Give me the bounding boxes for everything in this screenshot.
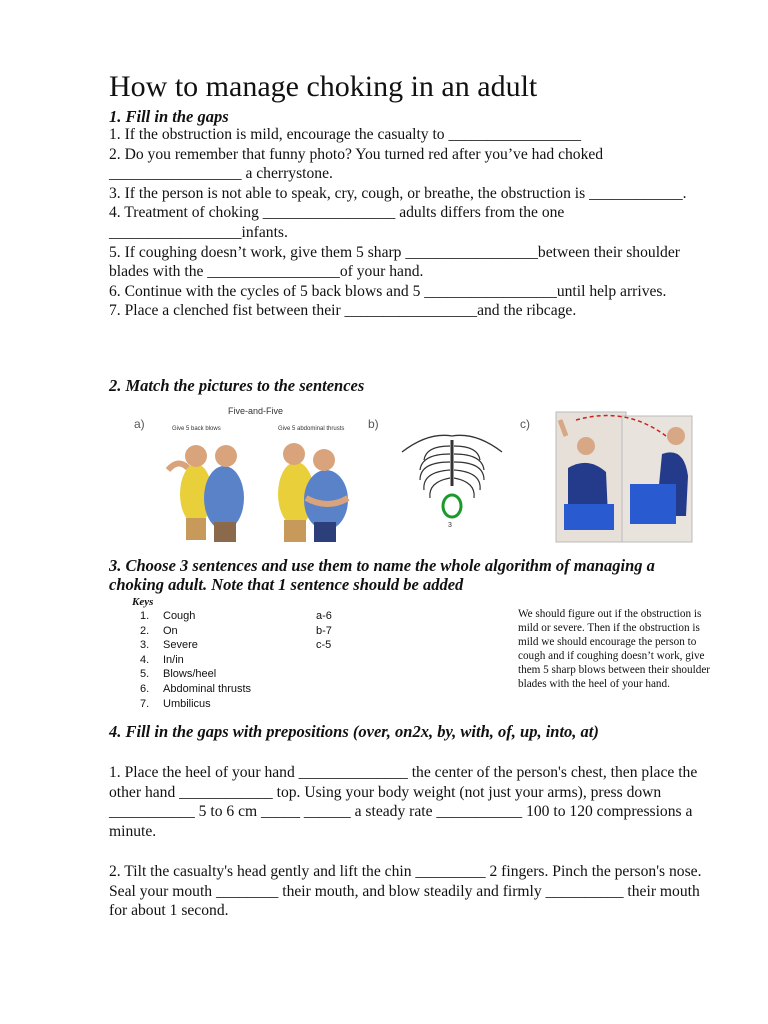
answer-item: b-7 — [316, 624, 332, 637]
picture-b-letter: b) — [368, 417, 379, 431]
answer-item: a-6 — [316, 610, 332, 622]
picture-c-back-blows-photo — [516, 406, 712, 548]
section4-paragraph-1: 1. Place the heel of your hand ______________ the center of the person's chest, then place the other hand ____________ top. Using your body weight (not just your arms), press down ___________ 5 to 6 cm _____ ______ a steady rate ___________ 100 to 120 compressions a minute. — [109, 764, 698, 840]
key-item: 5. Blows/heel — [140, 668, 217, 681]
question-3: 3. If the person is not able to speak, cry, cough, or breathe, the obstruction is ____________. — [109, 184, 687, 202]
picture-c-letter: c) — [520, 417, 530, 431]
keys-list — [140, 609, 251, 711]
caption-back-blows: Give 5 back blows — [172, 426, 221, 432]
key-item: 4. In/in — [140, 653, 184, 666]
keys-title: Keys — [132, 596, 154, 608]
section2-heading: 2. Match the pictures to the sentences — [109, 376, 365, 395]
question-5: 5. If coughing doesn’t work, give them 5 sharp _________________between their shoulder blades with the _________________of your hand. — [109, 243, 680, 281]
picture-a-title: Five-and-Five — [228, 406, 284, 416]
question-2: 2. Do you remember that funny photo? You turned red after you’ve had choked _________________ a cherrystone. — [109, 145, 604, 183]
caption-abdominal-thrusts: Give 5 abdominal thrusts — [278, 426, 345, 432]
question-4: 4. Treatment of choking _________________ adults differs from the one _________________infants. — [109, 204, 565, 241]
picture-a-five-and-five — [128, 398, 380, 548]
algorithm-answer-note: We should figure out if the obstruction is mild or severe. Then if the obstruction is mild we should encourage the person to cough and if coughing doesn’t work, give them 5 sharp blows between their shoulder blades with the heel of your hand. — [518, 608, 711, 691]
section4-heading: 4. Fill in the gaps with prepositions (over, on2x, by, with, of, up, into, at) — [109, 722, 599, 741]
back-blows-photo — [516, 406, 712, 548]
key-item: 2. On — [140, 624, 178, 637]
ribcage-illustration — [362, 406, 512, 530]
key-item: 3. Severe — [140, 639, 198, 652]
answer-item: c-5 — [316, 639, 332, 652]
picture-a-letter: a) — [134, 417, 145, 431]
key-item: 1. Cough — [140, 610, 196, 622]
picture-answers — [316, 609, 332, 653]
picture-b-ribcage — [362, 406, 512, 530]
section4-paragraph-2: 2. Tilt the casualty's head gently and lift the chin _________ 2 fingers. Pinch the person's nose. Seal your mouth ________ their mouth, and blow steadily and firmly __________ their mouth for about 1 second. — [109, 863, 702, 920]
picture-b-marker: 3 — [448, 522, 452, 529]
question-6: 6. Continue with the cycles of 5 back blows and 5 _________________until help arrives. — [109, 282, 667, 300]
question-1: 1. If the obstruction is mild, encourage the casualty to _________________ — [109, 126, 582, 143]
question-7: 7. Place a clenched fist between their _________________and the ribcage. — [109, 302, 577, 320]
five-and-five-illustration — [128, 398, 380, 548]
page-title: How to manage choking in an adult — [109, 70, 538, 103]
key-item: 6. Abdominal thrusts — [140, 682, 252, 695]
section3-heading: 3. Choose 3 sentences and use them to name the whole algorithm of managing a choking adult. Note that 1 sentence should be added — [109, 556, 655, 594]
section1-heading: 1. Fill in the gaps — [109, 107, 229, 126]
section1-questions — [109, 125, 709, 321]
key-item: 7. Umbilicus — [140, 697, 211, 710]
